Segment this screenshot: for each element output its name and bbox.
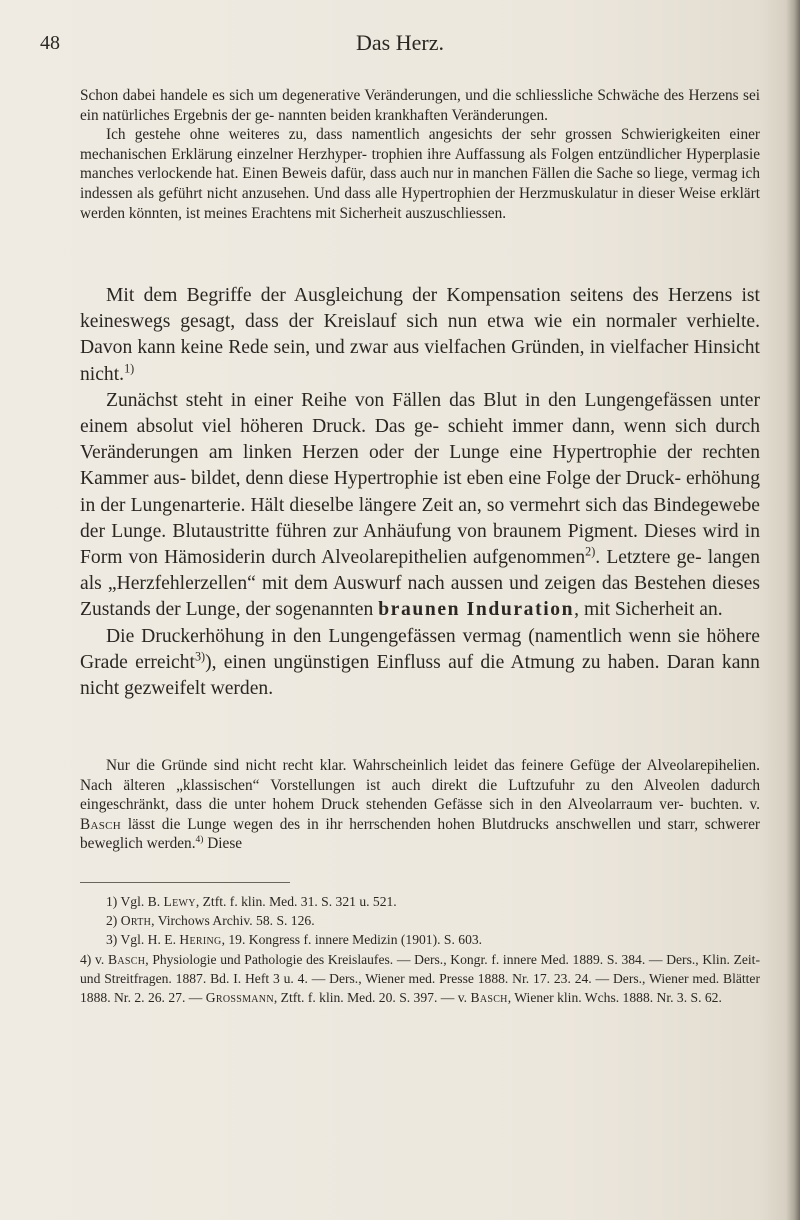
footnote: 1) Vgl. B. Lewy, Ztft. f. klin. Med. 31. S. 321 u. 521. <box>106 894 397 909</box>
footnote-ref: 4) <box>195 835 204 846</box>
paragraph: Ich gestehe ohne weiteres zu, dass namentlich angesichts der sehr grossen Schwierigkeiten einer mechanischen Erklärung einzelner Herzhyper- trophien ihre Auffassung als Folgen entzündlicher Hyperplasie manches verlockende hat. Einen Beweis dafür, dass auch nur in manchen Fällen die Sache so liege, vermag ich indessen als geführt nicht anzusehen. Und dass alle Hypertrophien der Herzmuskulatur in dieser Weise erklärt werden könnten, ist meines Erachtens mit Sicherheit auszuschliessen. <box>80 126 760 222</box>
footnote-ref: 3) <box>194 649 206 664</box>
section-small-print-1 <box>80 86 760 223</box>
emphasized-term: braunen Induration <box>378 599 575 621</box>
footnote: 3) Vgl. H. E. Hering, 19. Kongress f. innere Medizin (1901). S. 603. <box>106 932 483 948</box>
paragraph: Nur die Gründe sind nicht recht klar. Wahrscheinlich leidet das feinere Gefüge der Alveolarepihelien. Nach älteren „klassischen“ Vorstellungen ist auch direkt die Luftzufuhr zu den Alveolen dadurch eingeschränkt, dass die unter hohem Druck stehenden Gefässe sich in den Alveolarraum ver- buchten. v. Basch lässt die Lunge wegen des in ihr herrschenden hohen Blutdrucks anschwellen und starr, schwerer beweglich werden.$^{4)}$ Diese <box>80 757 760 853</box>
paragraph: Schon dabei handele es sich um degenerative Veränderungen, und die schliessliche Schwäche des Herzens sei ein natürliches Ergebnis der ge- nannten beiden krankhaften Veränderungen. <box>80 87 760 124</box>
paragraph: Mit dem Begriffe der Ausgleichung der Kompensation seitens des Herzens ist keineswegs gesagt, dass der Kreislauf sich nun etwa wie ein normaler verhielte. Davon kann keine Rede sein, und zwar aus vielfachen Gründen, in vielfacher Hinsicht nicht.$^{1)}$ <box>80 285 760 385</box>
footnote-rule <box>80 882 290 883</box>
running-title: Das Herz. <box>356 30 444 55</box>
footnote-ref: 1) <box>124 361 135 376</box>
page-edge-shadow <box>786 0 800 1220</box>
page-header <box>40 28 760 58</box>
paragraph: Die Druckerhöhung in den Lungengefässen vermag (namentlich wenn sie höhere Grade erreicht$^{3)}$), einen ungünstigen Einfluss auf die Atmung zu haben. Daran kann nicht gezweifelt werden. <box>80 625 760 700</box>
section-small-print-2 <box>80 756 760 854</box>
footnote-ref: 2) <box>585 544 596 559</box>
author-name: Basch <box>80 815 122 833</box>
footnotes <box>80 892 760 1007</box>
footnote: 2) Orth, Virchows Archiv. 58. S. 126. <box>106 913 315 929</box>
section-main-text <box>80 283 760 702</box>
footnote: 4) v. Basch, Physiologie und Pathologie des Kreislaufes. — Ders., Kongr. f. innere Med. 1889. S. 384. — Ders., Klin. Zeit- und Streitfragen. 1887. Bd. I. Heft 3 u. 4. — Ders., Wiener med. Presse 1888. Nr. 17. 23. 24. — Ders., Wiener med. Blätter 1888. Nr. 2. 26. 27. — Grossmann, Ztft. f. klin. Med. 20. S. 397. — v. Basch, Wiener klin. Wchs. 1888. Nr. 3. S. 62. <box>80 951 760 1006</box>
paragraph: Zunächst steht in einer Reihe von Fällen das Blut in den Lungengefässen unter einem absolut viel höheren Druck. Das ge- schieht immer dann, wenn sich durch Veränderungen am linken Herzen oder der Lunge eine Hypertrophie der rechten Kammer aus- bildet, denn diese Hypertrophie ist eben eine Folge der Druck- erhöhung in der Lungenarterie. Hält dieselbe längere Zeit an, so vermehrt sich das Bindegewebe der Lunge. Blutaustritte führen zur Anhäufung von braunem Pigment. Dieses wird in Form von Hämosiderin durch Alveolarepithelien aufgenommen$^{2)}$. Letztere ge- langen als „Herzfehlerzellen“ mit dem Auswurf nach aussen und zeigen das Bestehen dieses Zustands der Lunge, der sogenannten braunen Induration, mit Sicherheit an. <box>80 389 760 621</box>
page-number: 48 <box>40 32 60 54</box>
